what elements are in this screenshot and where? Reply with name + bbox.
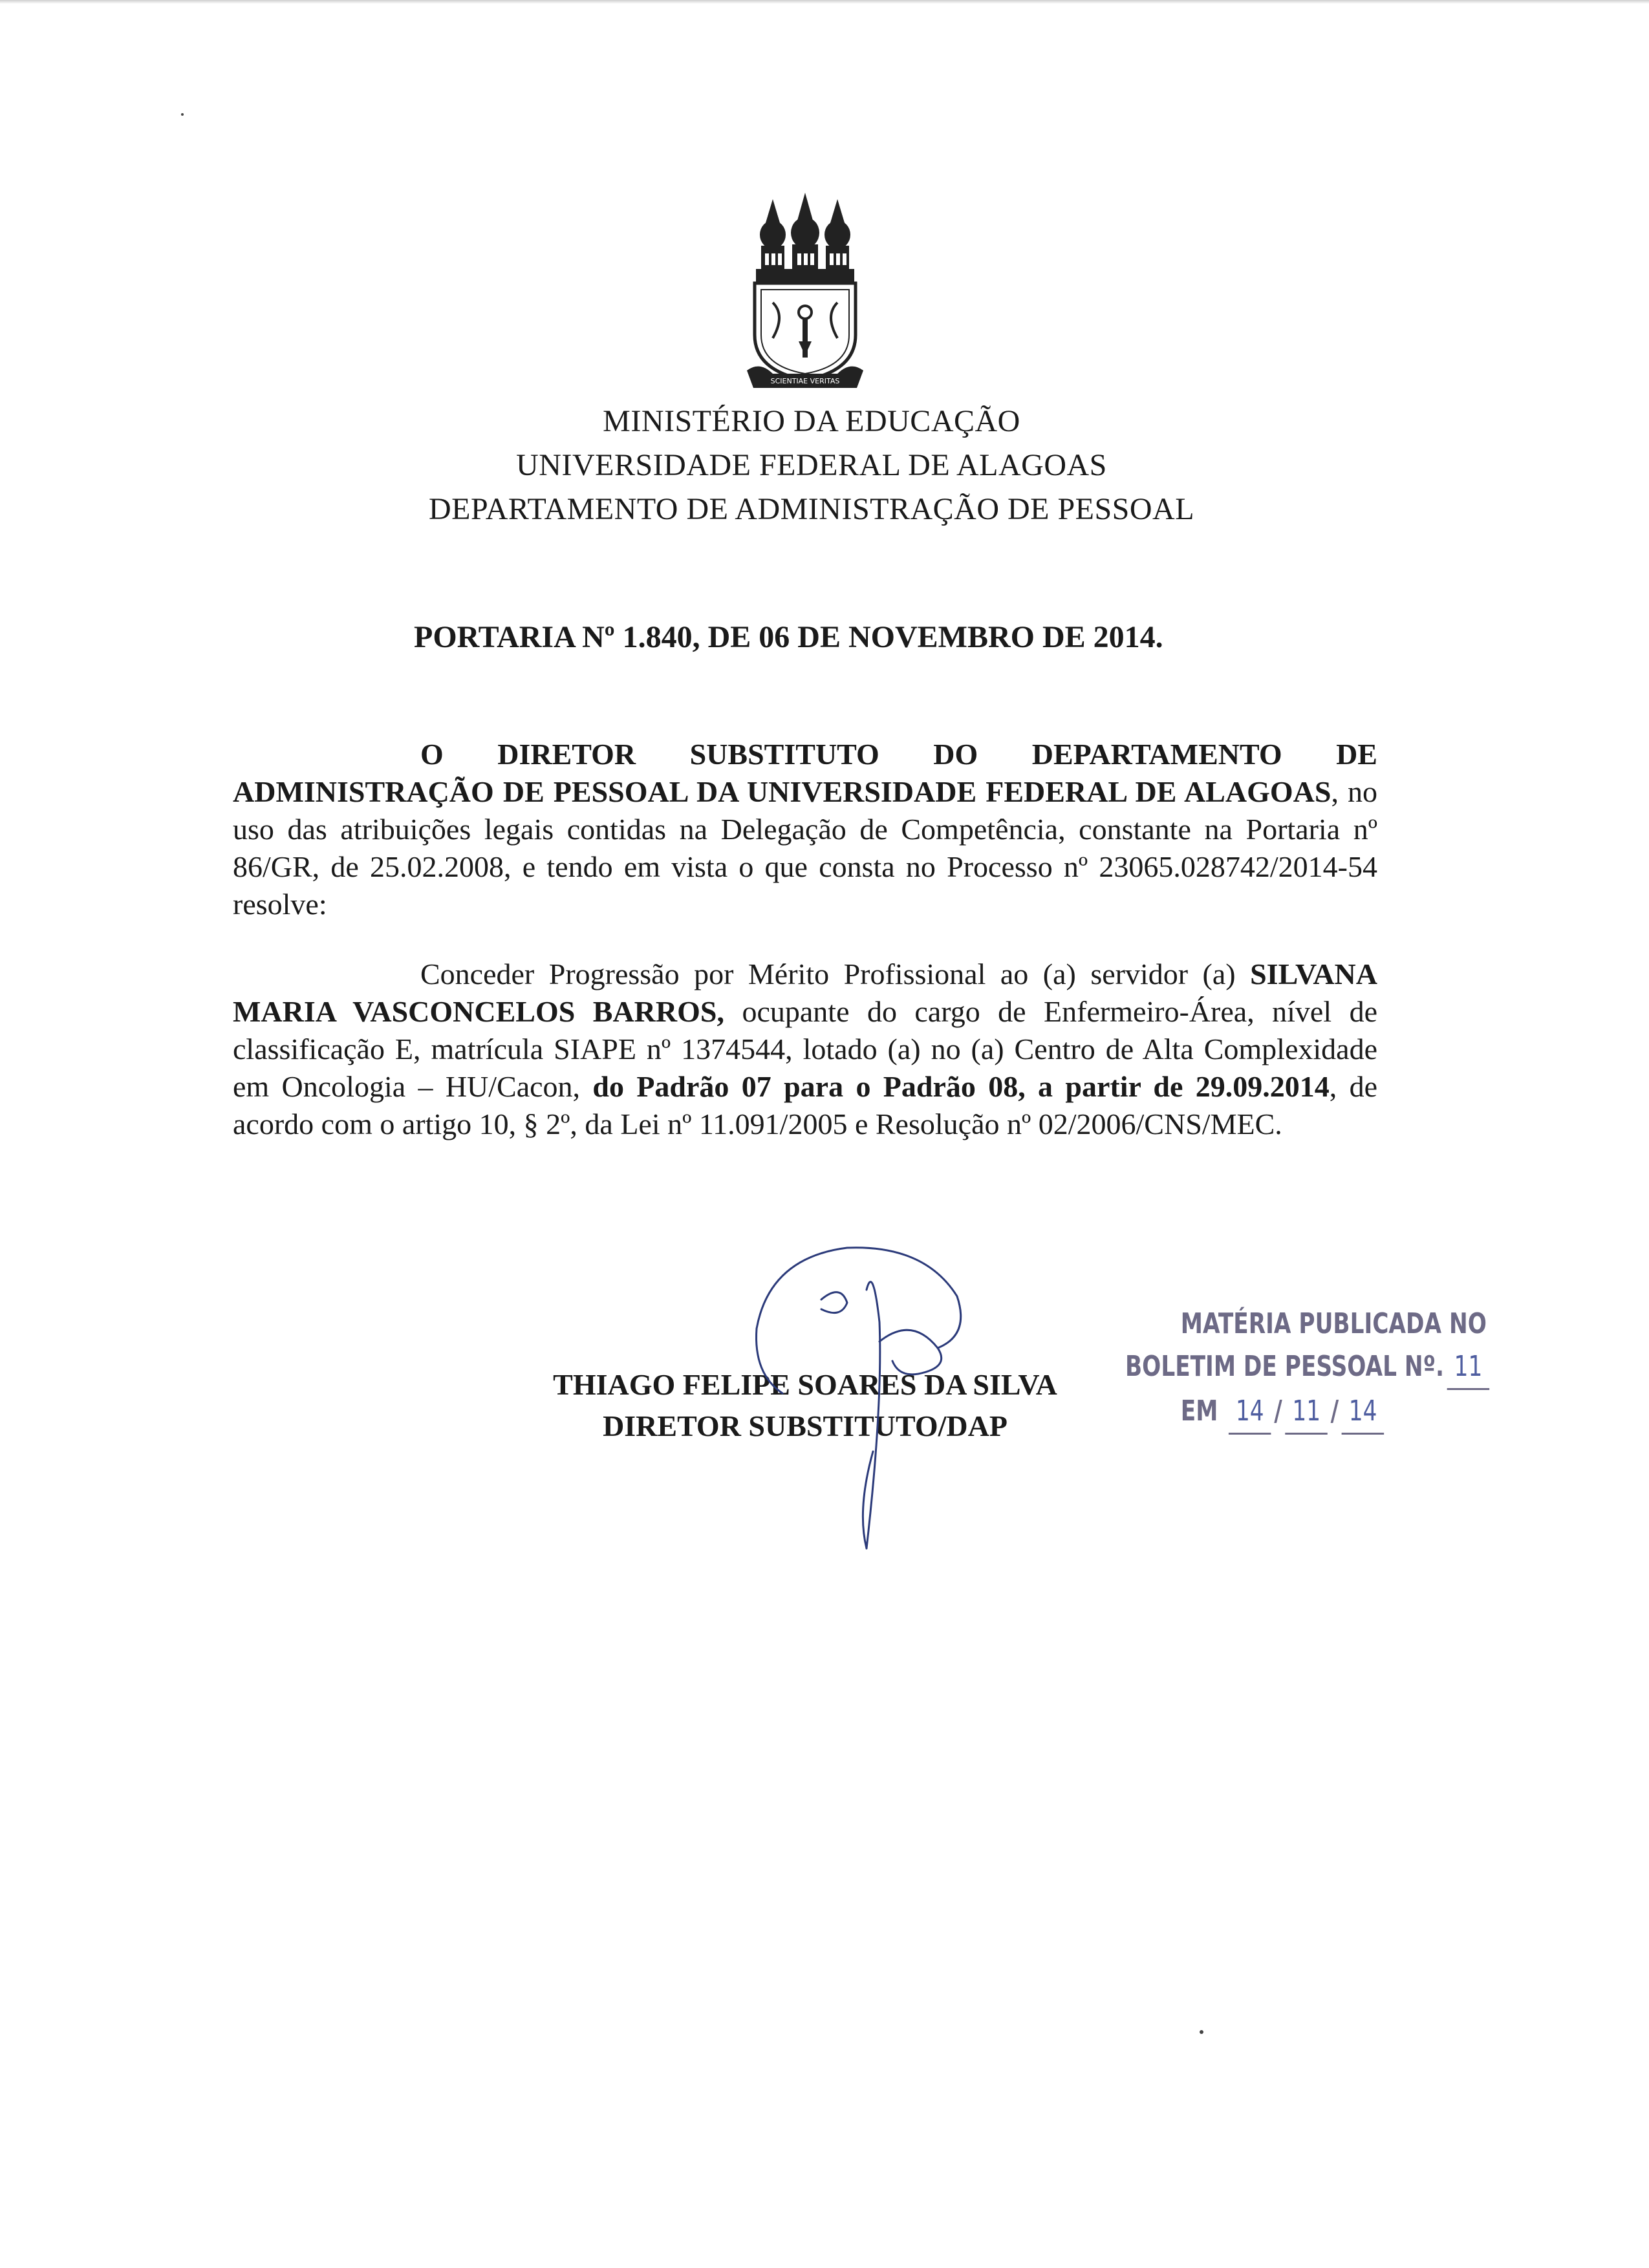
publication-stamp [1125,1303,1487,1445]
preamble-authority: O DIRETOR SUBSTITUTO DO DEPARTAMENTO DE ADMINISTRAÇÃO DE PESSOAL DA UNIVERSIDADE FEDERAL DE ALAGOAS [233,738,1377,808]
crest-motto: SCIENTIAE VERITAS [770,377,840,385]
paragraph-resolution [233,956,1377,1143]
stamp-line2-label: BOLETIM DE PESSOAL Nº. [1125,1350,1445,1383]
signatory-name: THIAGO FELIPE SOARES DA SILVA [553,1368,1057,1401]
paragraph-preamble [233,736,1377,923]
portaria-title: PORTARIA Nº 1.840, DE 06 DE NOVEMBRO DE 2014. [414,620,1163,654]
header-department: DEPARTAMENTO DE ADMINISTRAÇÃO DE PESSOAL [428,492,1195,526]
stamp-line2 [1125,1345,1483,1390]
progression-detail: do Padrão 07 para o Padrão 08, a partir de 29.09.2014 [592,1070,1330,1103]
stamp-bulletin-number: 11 [1447,1345,1490,1390]
servant-name: SILVANA MARIA VASCONCELOS BARROS, [233,957,1377,1028]
handwritten-signature [744,1238,1015,1555]
stamp-month: 11 [1285,1390,1328,1435]
university-crest-icon [747,186,863,400]
stamp-year: 14 [1342,1390,1385,1435]
stamp-line3 [1125,1390,1438,1435]
scan-speck [1200,2030,1203,2034]
scan-edge [0,0,1649,4]
resolution-text-b: ocupante do cargo de Enfermeiro-Área, nível de classificação E, matrícula SIAPE nº 1374544, lotado (a) no (a) Centro de Alta Complexidade em Oncologia – HU/Cacon, [233,995,1377,1103]
resolution-text-c: , de acordo com o artigo 10, § 2º, da Lei nº 11.091/2005 e Resolução nº 02/2006/CNS/MEC. [233,1070,1378,1140]
header-ministry: MINISTÉRIO DA EDUCAÇÃO [603,404,1020,438]
stamp-sep1: / [1274,1395,1282,1428]
stamp-day: 14 [1229,1390,1271,1435]
scan-speck [181,113,184,116]
stamp-line1: MATÉRIA PUBLICADA NO [1180,1307,1487,1340]
header-university: UNIVERSIDADE FEDERAL DE ALAGOAS [516,448,1107,482]
stamp-sep2: / [1330,1395,1339,1428]
preamble-text: , no uso das atribuições legais contidas na Delegação de Competência, constante na Portaria nº 86/GR, de 25.02.2008, e tendo em vista o que consta no Processo nº 23065.028742/2014-54 resolve: [233,775,1377,921]
signatory-role: DIRETOR SUBSTITUTO/DAP [603,1409,1008,1442]
stamp-line3-prefix: EM [1180,1395,1218,1428]
resolution-text-a: Conceder Progressão por Mérito Profissional ao (a) servidor (a) [420,957,1251,990]
